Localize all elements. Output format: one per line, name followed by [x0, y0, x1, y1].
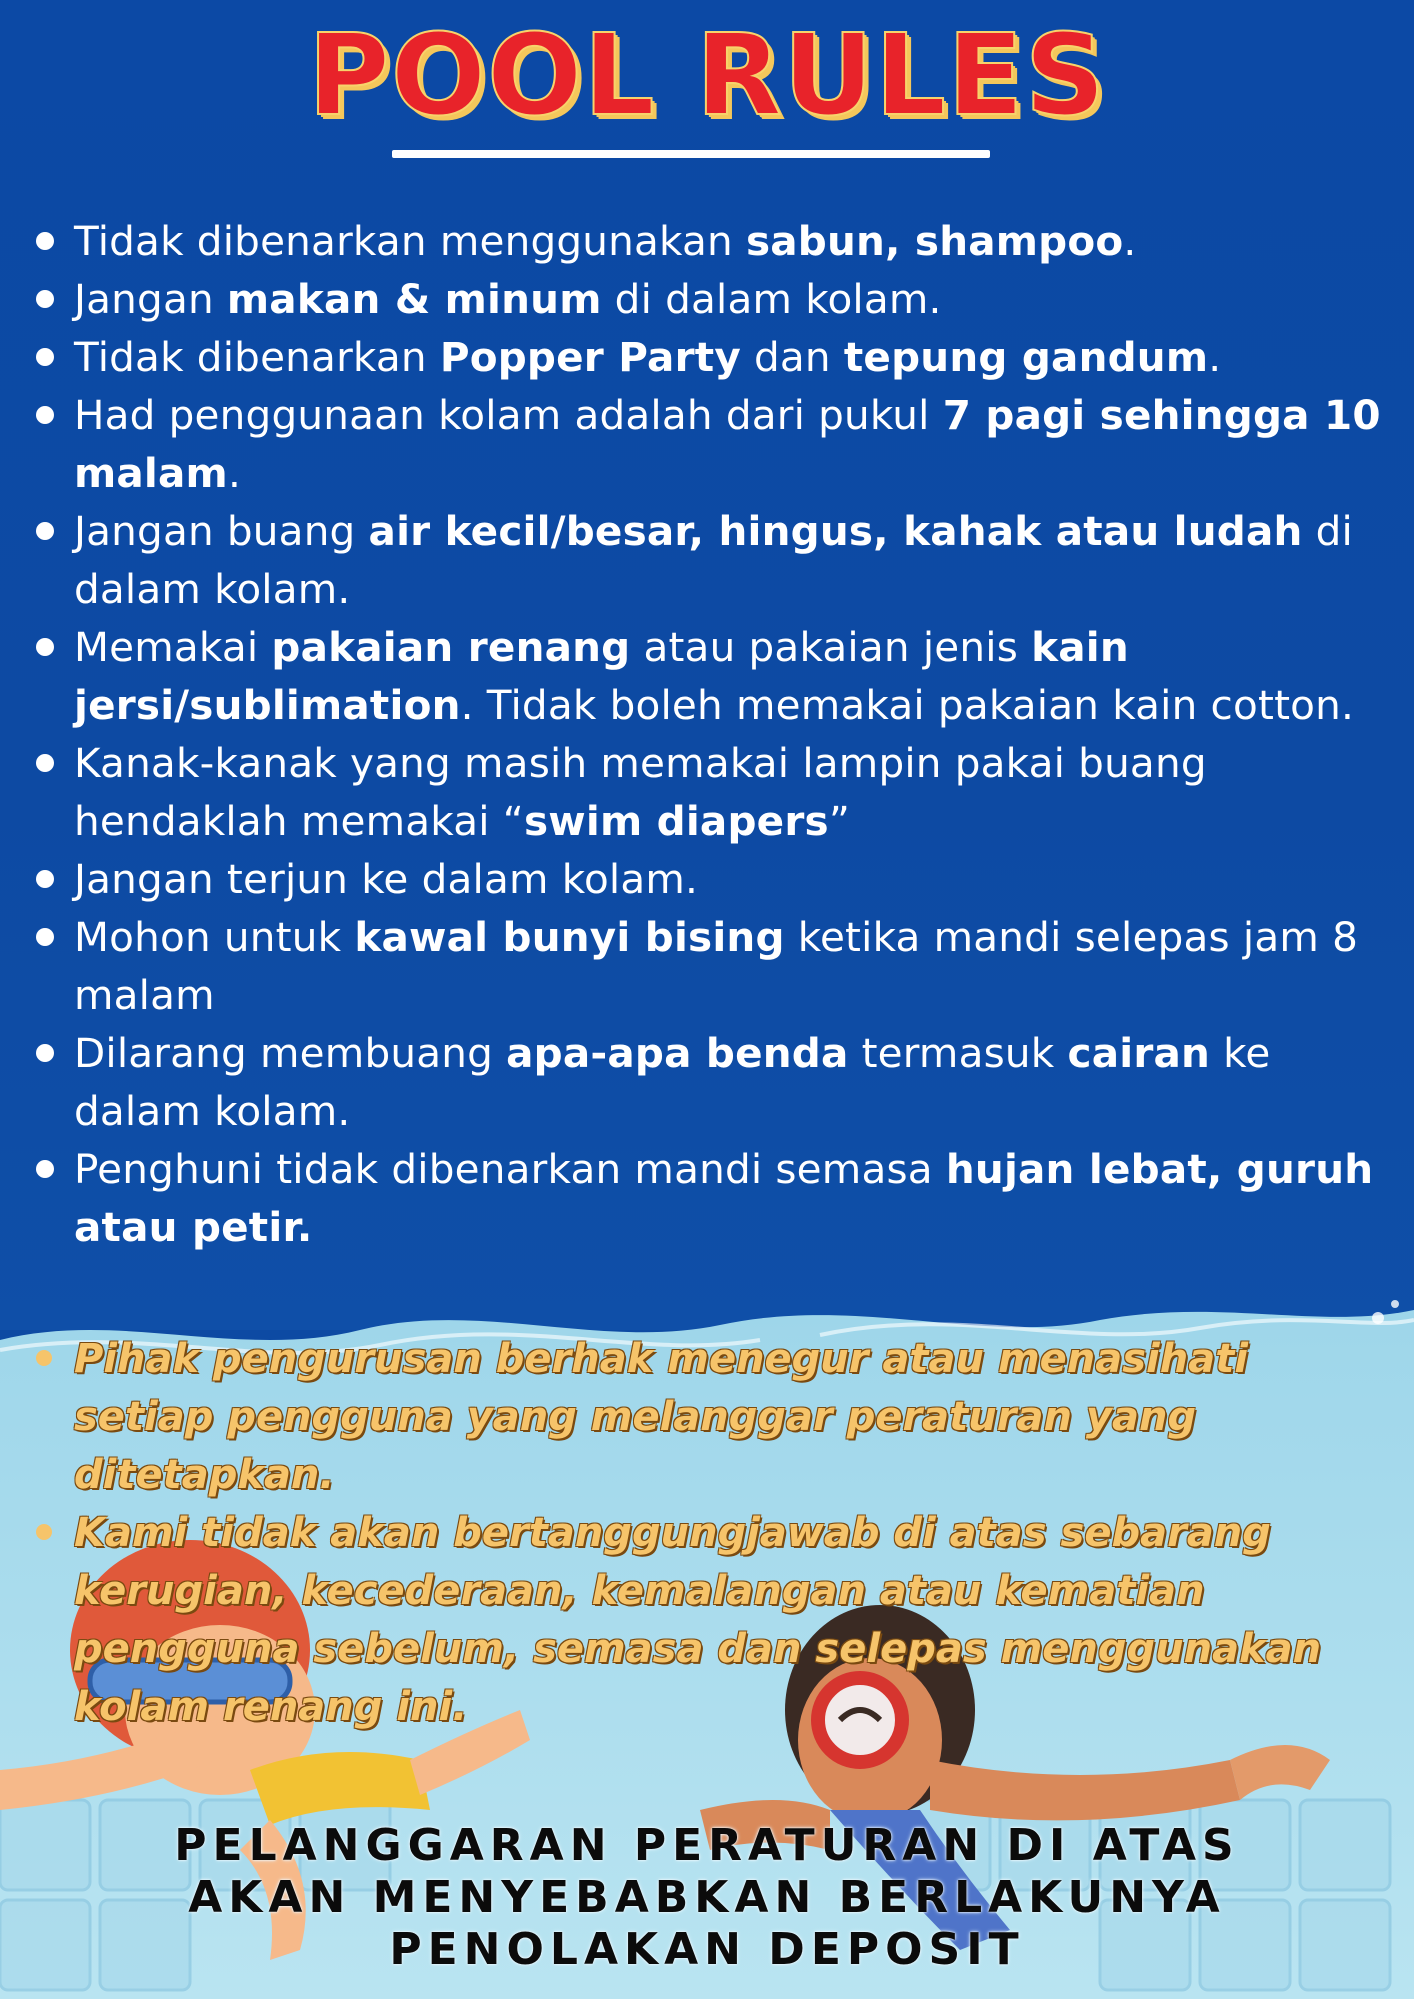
disclaimer-item	[30, 1504, 1400, 1736]
bullet-icon	[36, 928, 54, 946]
bullet-icon	[36, 754, 54, 772]
rule-item	[30, 270, 1400, 328]
rule-text: .	[227, 449, 242, 497]
bullet-icon	[36, 290, 54, 308]
bullet-icon	[36, 1044, 54, 1062]
rule-text: dan	[740, 333, 844, 381]
rule-item	[30, 850, 1400, 908]
rule-text: .	[1123, 217, 1137, 265]
rules-list	[30, 212, 1400, 1256]
rule-emphasis: pakaian renang	[271, 623, 631, 671]
bullet-icon	[36, 232, 54, 250]
rule-text: Jangan terjun ke dalam kolam.	[74, 855, 699, 903]
rule-text: Had penggunaan kolam adalah dari pukul	[74, 391, 943, 439]
page-title: POOL RULES	[307, 11, 1107, 141]
rule-text: Tidak dibenarkan	[74, 333, 440, 381]
rule-text: ketika mandi selepas jam 8 malam	[74, 913, 1359, 1019]
rule-emphasis: kawal bunyi bising	[354, 913, 785, 961]
rule-item	[30, 618, 1400, 734]
rule-item	[30, 734, 1400, 850]
warning-line-3: PENOLAKAN DEPOSIT	[389, 1924, 1025, 1975]
rule-item	[30, 212, 1400, 270]
rule-emphasis: 7 pagi sehingga 10 malam	[74, 391, 1381, 497]
bullet-icon	[36, 348, 54, 366]
rule-emphasis: tepung gandum	[843, 333, 1209, 381]
bullet-icon	[36, 1160, 54, 1178]
disclaimer-text: Pihak pengurusan berhak menegur atau menasihati setiap pengguna yang melanggar peraturan yang ditetapkan.	[74, 1336, 1249, 1498]
notes-list	[30, 1330, 1400, 1736]
rule-text: ”	[828, 797, 850, 845]
rule-item	[30, 1024, 1400, 1140]
deposit-warning	[0, 1820, 1414, 1976]
rule-item	[30, 908, 1400, 1024]
rule-emphasis: makan & minum	[226, 275, 602, 323]
rule-text: Tidak dibenarkan menggunakan	[74, 217, 746, 265]
rule-emphasis: cairan	[1067, 1029, 1211, 1077]
rule-text: .	[1208, 333, 1222, 381]
rule-text: Jangan	[74, 275, 227, 323]
rule-text: atau pakaian jenis	[630, 623, 1032, 671]
title-underline	[392, 150, 990, 158]
rule-text: Dilarang membuang	[74, 1029, 507, 1077]
bullet-icon	[36, 870, 54, 888]
title-block	[0, 12, 1414, 140]
disclaimer-text: Kami tidak akan bertanggungjawab di atas sebarang kerugian, kecederaan, kemalangan atau kematian pengguna sebelum, semasa dan selepas menggunakan kolam renang ini.	[74, 1510, 1322, 1730]
rule-emphasis: Popper Party	[439, 333, 741, 381]
warning-line-2: AKAN MENYEBABKAN BERLAKUNYA	[188, 1872, 1226, 1923]
rule-emphasis: air kecil/besar, hingus, kahak atau ludah	[368, 507, 1303, 555]
rule-text: Jangan buang	[74, 507, 369, 555]
rule-item	[30, 386, 1400, 502]
disclaimer-item	[30, 1330, 1400, 1504]
rule-text: Mohon untuk	[74, 913, 355, 961]
rule-text: . Tidak boleh memakai pakaian kain cotton.	[460, 681, 1355, 729]
rule-emphasis: sabun, shampoo	[745, 217, 1124, 265]
rule-item	[30, 328, 1400, 386]
rule-text: di dalam kolam.	[601, 275, 942, 323]
bullet-icon	[36, 1524, 52, 1540]
bullet-icon	[36, 1350, 52, 1366]
warning-line-1: PELANGGARAN PERATURAN DI ATAS	[174, 1820, 1240, 1871]
bullet-icon	[36, 522, 54, 540]
bullet-icon	[36, 406, 54, 424]
rule-text: ke dalam kolam.	[74, 1029, 1271, 1135]
rule-item	[30, 502, 1400, 618]
rule-item	[30, 1140, 1400, 1256]
rule-emphasis: kain jersi/sublimation	[74, 623, 1129, 729]
rule-text: Memakai	[74, 623, 272, 671]
rule-text: termasuk	[848, 1029, 1068, 1077]
rule-text: Penghuni tidak dibenarkan mandi semasa	[74, 1145, 946, 1193]
rule-emphasis: hujan lebat, guruh atau petir.	[74, 1145, 1374, 1251]
rule-text: di dalam kolam.	[74, 507, 1353, 613]
rule-emphasis: apa-apa benda	[506, 1029, 849, 1077]
rule-text: Kanak-kanak yang masih memakai lampin pakai buang hendaklah memakai “	[74, 739, 1207, 845]
bullet-icon	[36, 638, 54, 656]
rule-emphasis: swim diapers	[523, 797, 829, 845]
